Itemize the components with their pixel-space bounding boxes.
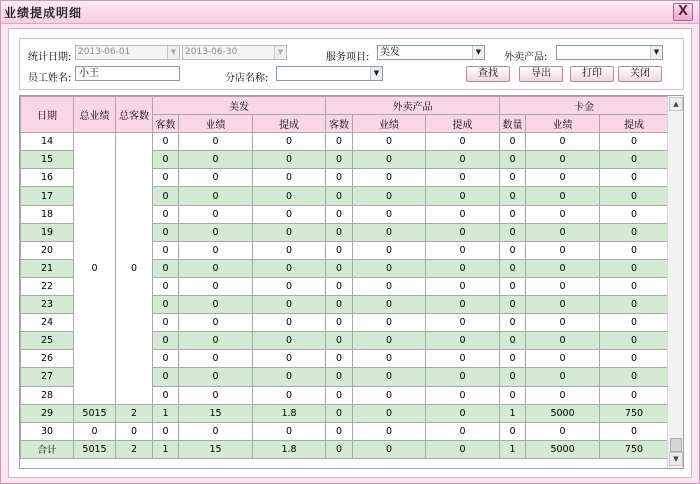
branch-select[interactable] <box>276 66 383 81</box>
table-cell: 0 <box>326 205 353 223</box>
table-cell: 0 <box>153 296 179 314</box>
table-cell: 0 <box>179 386 253 404</box>
table-cell: 0 <box>179 368 253 386</box>
table-cell: 0 <box>426 133 500 151</box>
table-cell: 0 <box>179 277 253 295</box>
table-cell: 0 <box>353 223 426 241</box>
table-cell: 0 <box>426 422 500 440</box>
header-card-quantity: 数量 <box>500 115 526 133</box>
table-cell: 0 <box>526 151 600 169</box>
table-cell: 0 <box>426 296 500 314</box>
table-cell: 0 <box>600 277 669 295</box>
header-date: 日期 <box>21 97 74 133</box>
table-cell: 0 <box>153 241 179 259</box>
table-cell: 0 <box>426 386 500 404</box>
total-row[interactable] <box>21 440 669 458</box>
scroll-up-icon[interactable]: ▲ <box>669 97 683 111</box>
date-cell: 15 <box>21 151 74 169</box>
date-cell: 28 <box>21 386 74 404</box>
table-cell: 0 <box>426 404 500 422</box>
close-button[interactable]: 关闭 <box>618 66 662 82</box>
table-cell: 0 <box>326 368 353 386</box>
table-cell: 0 <box>353 368 426 386</box>
table-cell: 0 <box>353 404 426 422</box>
table-cell: 0 <box>153 422 179 440</box>
service-value: 美发 <box>380 47 400 58</box>
chevron-down-icon: ▼ <box>167 46 179 59</box>
date-label: 统计日期: <box>28 52 72 63</box>
header-product-customers: 客数 <box>326 115 353 133</box>
branch-label: 分店名称: <box>225 73 269 84</box>
table-cell: 0 <box>179 133 253 151</box>
table-cell: 0 <box>526 241 600 259</box>
scroll-down-icon[interactable]: ▼ <box>669 452 683 466</box>
table-cell: 0 <box>526 350 600 368</box>
table-cell: 0 <box>153 133 179 151</box>
header-group-hair: 美发 <box>153 97 326 115</box>
search-button[interactable]: 查找 <box>466 66 510 82</box>
table-cell: 0 <box>526 332 600 350</box>
table-cell: 0 <box>500 314 526 332</box>
table-cell: 0 <box>153 332 179 350</box>
table-cell: 0 <box>500 296 526 314</box>
table-row[interactable] <box>21 404 669 422</box>
date-cell: 17 <box>21 187 74 205</box>
commission-grid <box>19 95 684 469</box>
table-cell: 0 <box>153 350 179 368</box>
table-cell: 0 <box>326 151 353 169</box>
table-row[interactable] <box>21 133 669 151</box>
date-cell: 26 <box>21 350 74 368</box>
table-cell: 0 <box>353 241 426 259</box>
table-cell: 0 <box>326 277 353 295</box>
merged-total-customers: 0 <box>116 133 153 404</box>
header-card-performance: 业绩 <box>526 115 600 133</box>
table-cell: 0 <box>153 368 179 386</box>
export-button[interactable]: 导出 <box>519 66 563 82</box>
header-group-product: 外卖产品 <box>326 97 500 115</box>
table-cell: 1 <box>500 440 526 458</box>
table-cell: 0 <box>526 169 600 187</box>
table-cell: 0 <box>353 332 426 350</box>
table-cell: 0 <box>253 223 326 241</box>
header-total-customers: 总客数 <box>116 97 153 133</box>
date-to-value: 2013-06-30 <box>185 47 238 57</box>
table-cell: 0 <box>500 332 526 350</box>
table-cell: 0 <box>253 314 326 332</box>
table-cell: 0 <box>353 386 426 404</box>
date-cell: 19 <box>21 223 74 241</box>
table-cell: 0 <box>326 296 353 314</box>
table-cell: 1 <box>153 404 179 422</box>
table-cell: 0 <box>600 259 669 277</box>
table-cell: 750 <box>600 440 669 458</box>
header-product-commission: 提成 <box>426 115 500 133</box>
total-customers-cell: 0 <box>116 422 153 440</box>
date-cell: 23 <box>21 296 74 314</box>
table-cell: 0 <box>253 187 326 205</box>
table-cell: 0 <box>600 187 669 205</box>
table-cell: 0 <box>426 187 500 205</box>
table-cell: 0 <box>426 368 500 386</box>
table-cell: 0 <box>426 440 500 458</box>
table-cell: 0 <box>326 241 353 259</box>
table-cell: 0 <box>326 223 353 241</box>
table-cell: 0 <box>153 259 179 277</box>
table-cell: 0 <box>353 314 426 332</box>
table-cell: 0 <box>600 205 669 223</box>
date-cell: 16 <box>21 169 74 187</box>
table-cell: 0 <box>353 422 426 440</box>
table-cell: 0 <box>526 277 600 295</box>
date-from-value: 2013-06-01 <box>78 47 131 57</box>
table-cell: 0 <box>253 259 326 277</box>
table-cell: 0 <box>179 332 253 350</box>
date-from-select[interactable] <box>75 45 180 60</box>
table-cell: 0 <box>600 241 669 259</box>
table-cell: 0 <box>426 151 500 169</box>
chevron-down-icon: ▼ <box>650 46 662 59</box>
date-cell: 20 <box>21 241 74 259</box>
date-cell: 22 <box>21 277 74 295</box>
window-close-icon[interactable]: X <box>673 3 693 21</box>
date-cell: 14 <box>21 133 74 151</box>
table-cell: 0 <box>600 422 669 440</box>
table-cell: 0 <box>179 151 253 169</box>
total-performance-cell: 5015 <box>74 404 116 422</box>
table-cell: 0 <box>253 133 326 151</box>
table-cell: 0 <box>326 440 353 458</box>
table-cell: 0 <box>353 133 426 151</box>
table-cell: 0 <box>426 350 500 368</box>
table-cell: 0 <box>153 205 179 223</box>
total-customers-cell: 2 <box>116 404 153 422</box>
table-cell: 0 <box>153 277 179 295</box>
table-cell: 0 <box>179 169 253 187</box>
table-cell: 0 <box>253 422 326 440</box>
vertical-scrollbar[interactable] <box>667 96 683 468</box>
table-cell: 1.8 <box>253 440 326 458</box>
date-cell: 29 <box>21 404 74 422</box>
date-cell: 25 <box>21 332 74 350</box>
table-cell: 0 <box>153 169 179 187</box>
table-cell: 0 <box>600 386 669 404</box>
table-cell: 0 <box>153 151 179 169</box>
title-bar <box>1 1 699 24</box>
table-cell: 0 <box>253 241 326 259</box>
table-cell: 0 <box>179 350 253 368</box>
table-cell: 0 <box>326 332 353 350</box>
table-cell: 750 <box>600 404 669 422</box>
table-cell: 0 <box>153 314 179 332</box>
table-cell: 0 <box>326 187 353 205</box>
header-card-commission: 提成 <box>600 115 669 133</box>
employee-name-input[interactable]: 小王 <box>75 66 180 81</box>
total-performance-cell: 5015 <box>74 440 116 458</box>
table-cell: 0 <box>600 133 669 151</box>
header-product-performance: 业绩 <box>353 115 426 133</box>
scroll-thumb[interactable] <box>670 438 682 452</box>
table-cell: 0 <box>500 241 526 259</box>
table-cell: 0 <box>326 386 353 404</box>
product-label: 外卖产品: <box>504 52 548 63</box>
table-cell: 0 <box>179 223 253 241</box>
date-to-select[interactable] <box>182 45 287 60</box>
table-cell: 0 <box>253 296 326 314</box>
date-cell: 21 <box>21 259 74 277</box>
table-cell: 0 <box>526 223 600 241</box>
table-cell: 0 <box>500 133 526 151</box>
table-cell: 0 <box>253 151 326 169</box>
table-cell: 0 <box>600 223 669 241</box>
table-cell: 0 <box>500 187 526 205</box>
table-cell: 0 <box>426 277 500 295</box>
table-cell: 0 <box>526 296 600 314</box>
table-cell: 0 <box>600 350 669 368</box>
table-cell: 0 <box>426 169 500 187</box>
table-cell: 1 <box>153 440 179 458</box>
table-cell: 0 <box>526 314 600 332</box>
table-cell: 0 <box>253 169 326 187</box>
table-cell: 15 <box>179 404 253 422</box>
total-performance-cell: 0 <box>74 422 116 440</box>
table-cell: 0 <box>500 169 526 187</box>
table-cell: 0 <box>526 368 600 386</box>
date-cell: 24 <box>21 314 74 332</box>
table-cell: 0 <box>326 422 353 440</box>
table-cell: 0 <box>600 332 669 350</box>
chevron-down-icon: ▼ <box>370 67 382 80</box>
table-cell: 0 <box>600 169 669 187</box>
table-cell: 5000 <box>526 440 600 458</box>
table-cell: 0 <box>326 404 353 422</box>
table-cell: 0 <box>353 169 426 187</box>
table-cell: 0 <box>500 350 526 368</box>
header-hair-performance: 业绩 <box>179 115 253 133</box>
window-title: 业绩提成明细 <box>4 6 83 20</box>
table-cell: 0 <box>326 259 353 277</box>
table-cell: 5000 <box>526 404 600 422</box>
table-cell: 0 <box>353 440 426 458</box>
table-cell: 0 <box>526 187 600 205</box>
table-cell: 0 <box>179 314 253 332</box>
header-total-performance: 总业绩 <box>74 97 116 133</box>
date-cell: 30 <box>21 422 74 440</box>
table-cell: 0 <box>179 296 253 314</box>
commission-table <box>20 96 669 459</box>
table-cell: 0 <box>426 332 500 350</box>
table-cell: 0 <box>179 205 253 223</box>
product-select[interactable] <box>556 45 663 60</box>
date-cell: 27 <box>21 368 74 386</box>
table-cell: 0 <box>353 277 426 295</box>
table-cell: 0 <box>426 314 500 332</box>
total-customers-cell: 2 <box>116 440 153 458</box>
table-cell: 0 <box>500 277 526 295</box>
table-cell: 0 <box>600 368 669 386</box>
table-cell: 0 <box>353 350 426 368</box>
table-cell: 0 <box>353 187 426 205</box>
table-cell: 0 <box>326 314 353 332</box>
table-cell: 0 <box>179 187 253 205</box>
table-cell: 0 <box>526 386 600 404</box>
service-label: 服务项目: <box>326 52 370 63</box>
table-cell: 0 <box>253 277 326 295</box>
table-cell: 1 <box>500 404 526 422</box>
client-area <box>8 28 692 478</box>
table-cell: 0 <box>353 296 426 314</box>
table-cell: 0 <box>526 205 600 223</box>
table-cell: 0 <box>526 259 600 277</box>
table-cell: 0 <box>426 259 500 277</box>
print-button[interactable]: 打印 <box>570 66 614 82</box>
table-cell: 15 <box>179 440 253 458</box>
table-cell: 0 <box>253 205 326 223</box>
table-cell: 0 <box>600 296 669 314</box>
chevron-down-icon: ▼ <box>472 46 484 59</box>
chevron-down-icon: ▼ <box>274 46 286 59</box>
total-label-cell: 合计 <box>21 440 74 458</box>
table-cell: 0 <box>253 386 326 404</box>
header-group-card: 卡金 <box>500 97 669 115</box>
table-cell: 0 <box>326 350 353 368</box>
table-cell: 0 <box>153 386 179 404</box>
table-cell: 0 <box>253 332 326 350</box>
table-cell: 0 <box>500 422 526 440</box>
table-cell: 0 <box>500 368 526 386</box>
table-cell: 0 <box>179 422 253 440</box>
table-cell: 0 <box>526 133 600 151</box>
date-cell: 18 <box>21 205 74 223</box>
table-cell: 0 <box>600 314 669 332</box>
table-cell: 0 <box>500 386 526 404</box>
table-cell: 0 <box>426 241 500 259</box>
table-cell: 0 <box>179 241 253 259</box>
header-hair-commission: 提成 <box>253 115 326 133</box>
merged-total-performance: 0 <box>74 133 116 404</box>
table-cell: 0 <box>500 223 526 241</box>
table-row[interactable] <box>21 422 669 440</box>
filter-panel <box>19 38 684 90</box>
table-cell: 0 <box>326 169 353 187</box>
table-cell: 0 <box>426 223 500 241</box>
table-cell: 0 <box>500 151 526 169</box>
header-hair-customers: 客数 <box>153 115 179 133</box>
table-cell: 1.8 <box>253 404 326 422</box>
table-cell: 0 <box>600 151 669 169</box>
table-cell: 0 <box>500 259 526 277</box>
employee-label: 员工姓名: <box>28 73 72 84</box>
table-cell: 0 <box>179 259 253 277</box>
table-cell: 0 <box>326 133 353 151</box>
table-cell: 0 <box>353 205 426 223</box>
table-cell: 0 <box>500 205 526 223</box>
table-cell: 0 <box>153 187 179 205</box>
table-cell: 0 <box>253 350 326 368</box>
table-cell: 0 <box>426 205 500 223</box>
table-cell: 0 <box>353 259 426 277</box>
table-cell: 0 <box>353 151 426 169</box>
service-select[interactable] <box>377 45 485 60</box>
table-cell: 0 <box>526 422 600 440</box>
table-cell: 0 <box>253 368 326 386</box>
table-cell: 0 <box>153 223 179 241</box>
